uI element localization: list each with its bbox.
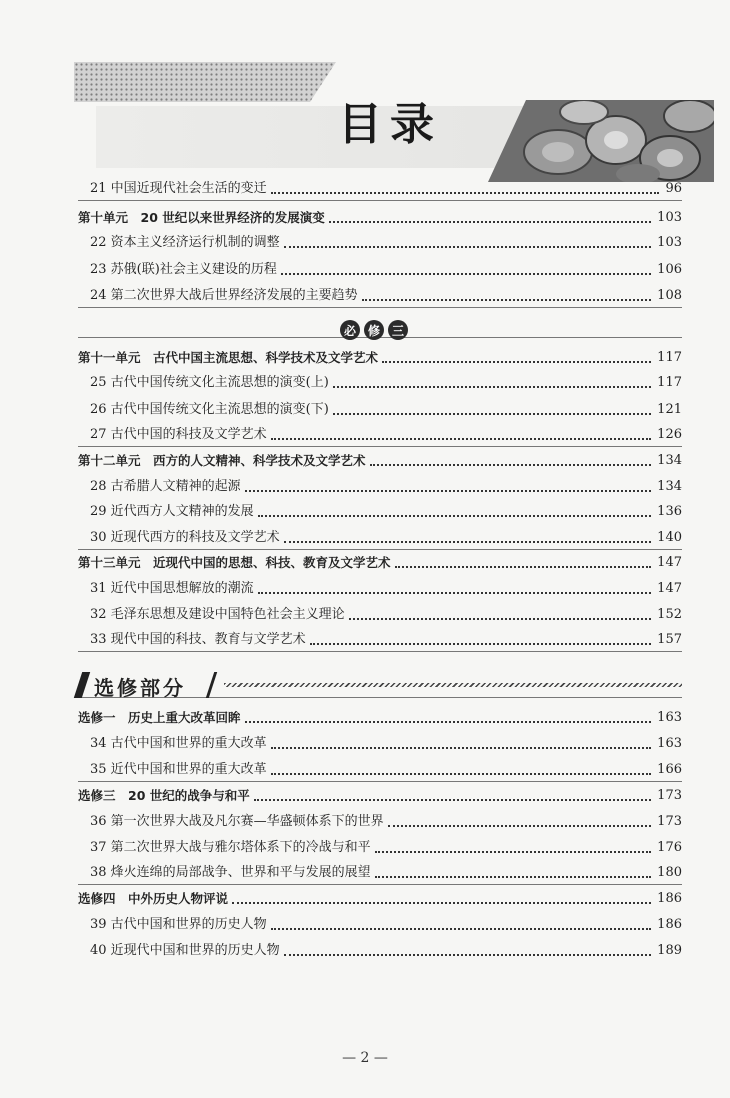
page-title: 目录	[338, 99, 442, 150]
toc-page-number: 134	[657, 479, 682, 494]
dot-leader	[375, 876, 651, 878]
toc-label: 21 中国近现代社会生活的变迁	[90, 181, 267, 196]
dot-leader	[284, 541, 651, 543]
toc-label: 26 古代中国传统文化主流思想的演变(下)	[90, 402, 329, 417]
dot-leader	[310, 643, 651, 645]
toc-unit-row	[78, 448, 682, 470]
toc-page-number: 147	[657, 555, 682, 570]
dot-leader	[333, 386, 651, 388]
toc-entry-row	[90, 809, 682, 831]
toc-label: 第十二单元 西方的人文精神、科学技术及文学艺术	[78, 453, 366, 468]
toc-label: 31 近代中国思想解放的潮流	[90, 581, 254, 596]
toc-label: 选修四 中外历史人物评说	[78, 891, 229, 906]
toc-page-number: 126	[657, 427, 682, 442]
toc-unit-row	[78, 705, 682, 727]
toc-label: 37 第二次世界大战与雅尔塔体系下的冷战与和平	[90, 840, 371, 855]
toc-entry-row	[90, 602, 682, 624]
row-divider	[78, 781, 682, 782]
toc-label: 32 毛泽东思想及建设中国特色社会主义理论	[90, 607, 345, 622]
toc-page-number: 186	[657, 891, 682, 906]
dot-leader	[333, 413, 651, 415]
dot-leader	[258, 592, 651, 594]
page-number: — 2 —	[342, 1050, 388, 1066]
hatched-line-decoration	[224, 683, 682, 687]
header-banner	[0, 48, 730, 150]
toc-page-number: 147	[657, 581, 682, 596]
toc-label: 22 资本主义经济运行机制的调整	[90, 235, 280, 250]
toc-page-number: 140	[657, 530, 682, 545]
toc-label: 28 古希腊人文精神的起源	[90, 479, 241, 494]
dot-leader	[370, 464, 652, 466]
dot-leader	[254, 799, 651, 801]
toc-page-number: 117	[657, 375, 682, 390]
toc-entry-row	[90, 627, 682, 649]
dot-leader	[271, 747, 651, 749]
row-divider	[78, 884, 682, 885]
toc-page-number: 189	[657, 943, 682, 958]
toc-label: 35 近代中国和世界的重大改革	[90, 762, 267, 777]
toc-entry-row	[90, 283, 682, 305]
toc-unit-row	[78, 886, 682, 908]
toc-entry-row	[90, 230, 682, 252]
dot-leader	[271, 438, 651, 440]
toc-label: 34 古代中国和世界的重大改革	[90, 736, 267, 751]
section-badge-required-3	[340, 320, 408, 342]
toc-page-number: 173	[657, 788, 682, 803]
toc-page-number: 163	[657, 736, 682, 751]
row-divider	[78, 549, 682, 550]
toc-page-number: 152	[657, 607, 682, 622]
toc-entry-row	[90, 397, 682, 419]
badge-char: 必	[340, 320, 360, 340]
toc-label: 30 近现代西方的科技及文学艺术	[90, 530, 280, 545]
toc-page-number: 173	[657, 814, 682, 829]
elective-title: 选修部分	[94, 676, 186, 700]
toc-unit-row	[78, 345, 682, 367]
toc-entry-row	[90, 912, 682, 934]
dot-leader	[375, 851, 651, 853]
toc-label: 24 第二次世界大战后世界经济发展的主要趋势	[90, 288, 358, 303]
toc-label: 38 烽火连绵的局部战争、世界和平与发展的展望	[90, 865, 371, 880]
toc-entry-row	[90, 370, 682, 392]
dot-leader	[349, 618, 651, 620]
toc-page-number: 106	[657, 262, 682, 277]
toc-page-number: 108	[657, 288, 682, 303]
toc-page-number: 176	[657, 840, 682, 855]
toc-entry-row	[90, 525, 682, 547]
row-divider	[78, 446, 682, 447]
toc-label: 选修三 20 世纪的战争与和平	[78, 788, 250, 803]
toc-page-number: 136	[657, 504, 682, 519]
row-divider	[78, 200, 682, 201]
toc-label: 选修一 历史上重大改革回眸	[78, 710, 241, 725]
toc-label: 27 古代中国的科技及文学艺术	[90, 427, 267, 442]
badge-char: 修	[364, 320, 384, 340]
dot-leader	[395, 566, 652, 568]
elective-section-header	[78, 670, 682, 700]
toc-label: 40 近现代中国和世界的历史人物	[90, 943, 280, 958]
toc-page-number: 103	[657, 210, 682, 225]
toc-entry-row	[90, 176, 682, 198]
row-divider	[78, 651, 682, 652]
toc-page-number: 166	[657, 762, 682, 777]
toc-page-number: 134	[657, 453, 682, 468]
toc-entry-row	[90, 576, 682, 598]
row-divider	[78, 307, 682, 308]
dot-leader	[284, 246, 651, 248]
toc-label: 25 古代中国传统文化主流思想的演变(上)	[90, 375, 329, 390]
dot-leader	[271, 192, 660, 194]
dot-leader	[245, 490, 651, 492]
toc-label: 第十三单元 近现代中国的思想、科技、教育及文学艺术	[78, 555, 391, 570]
toc-label: 39 古代中国和世界的历史人物	[90, 917, 267, 932]
toc-entry-row	[90, 499, 682, 521]
toc-page-number: 157	[657, 632, 682, 647]
toc-unit-row	[78, 205, 682, 227]
toc-label: 23 苏俄(联)社会主义建设的历程	[90, 262, 277, 277]
banner-dot-pattern	[74, 62, 336, 102]
dot-leader	[284, 954, 651, 956]
toc-entry-row	[90, 835, 682, 857]
toc-page-number: 121	[657, 402, 682, 417]
dot-leader	[388, 825, 651, 827]
slash-decoration	[74, 672, 90, 698]
toc-label: 29 近代西方人文精神的发展	[90, 504, 254, 519]
toc-page-number: 186	[657, 917, 682, 932]
dot-leader	[362, 299, 651, 301]
dot-leader	[258, 515, 651, 517]
toc-label: 36 第一次世界大战及凡尔赛—华盛顿体系下的世界	[90, 814, 384, 829]
toc-entry-row	[90, 731, 682, 753]
toc-entry-row	[90, 474, 682, 496]
toc-entry-row	[90, 257, 682, 279]
banner-pottery-photo	[488, 100, 714, 182]
dot-leader	[382, 361, 651, 363]
dot-leader	[329, 221, 651, 223]
toc-label: 33 现代中国的科技、教育与文学艺术	[90, 632, 306, 647]
toc-page-number: 103	[657, 235, 682, 250]
toc-page-number: 96	[665, 181, 682, 196]
dot-leader	[232, 902, 651, 904]
toc-entry-row	[90, 757, 682, 779]
toc-unit-row	[78, 550, 682, 572]
toc-entry-row	[90, 422, 682, 444]
toc-label: 第十一单元 古代中国主流思想、科学技术及文学艺术	[78, 350, 379, 365]
toc-page-number: 180	[657, 865, 682, 880]
toc-entry-row	[90, 938, 682, 960]
toc-label: 第十单元 20 世纪以来世界经济的发展演变	[78, 210, 325, 225]
slash-decoration	[206, 672, 217, 698]
dot-leader	[271, 928, 651, 930]
dot-leader	[245, 721, 652, 723]
toc-unit-row	[78, 783, 682, 805]
toc-page-number: 117	[657, 350, 682, 365]
toc-page-number: 163	[657, 710, 682, 725]
badge-char: 三	[388, 320, 408, 340]
toc-entry-row	[90, 860, 682, 882]
dot-leader	[281, 273, 651, 275]
dot-leader	[271, 773, 651, 775]
